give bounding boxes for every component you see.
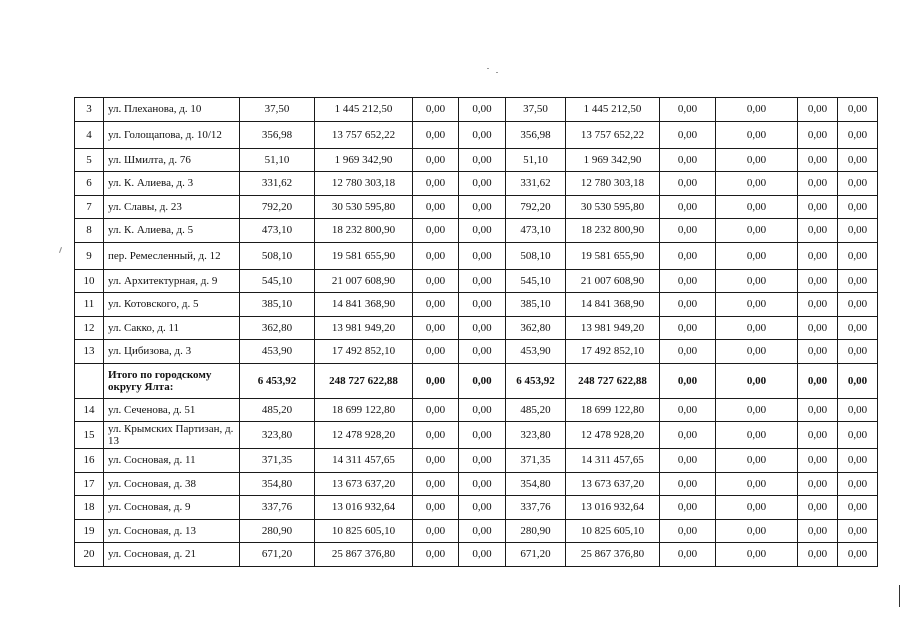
value-cell: 362,80 xyxy=(506,316,566,340)
value-cell: 337,76 xyxy=(506,496,566,520)
address-cell: ул. Сакко, д. 11 xyxy=(104,316,240,340)
value-cell: 0,00 xyxy=(798,293,838,317)
value-cell: 0,00 xyxy=(716,219,798,243)
value-cell: 0,00 xyxy=(413,269,459,293)
value-cell: 0,00 xyxy=(413,242,459,269)
value-cell: 356,98 xyxy=(240,121,315,148)
value-cell: 30 530 595,80 xyxy=(315,195,413,219)
value-cell: 0,00 xyxy=(838,98,878,122)
value-cell: 362,80 xyxy=(240,316,315,340)
value-cell: 0,00 xyxy=(798,472,838,496)
value-cell: 485,20 xyxy=(240,398,315,422)
address-cell: ул. Сосновая, д. 13 xyxy=(104,519,240,543)
value-cell: 0,00 xyxy=(838,519,878,543)
value-cell: 13 673 637,20 xyxy=(566,472,660,496)
value-cell: 18 699 122,80 xyxy=(315,398,413,422)
value-cell: 19 581 655,90 xyxy=(566,242,660,269)
value-cell: 0,00 xyxy=(716,496,798,520)
value-cell: 0,00 xyxy=(413,98,459,122)
address-cell: ул. Голощапова, д. 10/12 xyxy=(104,121,240,148)
value-cell: 0,00 xyxy=(413,340,459,364)
value-cell: 0,00 xyxy=(413,449,459,473)
value-cell: 0,00 xyxy=(798,316,838,340)
value-cell: 13 981 949,20 xyxy=(566,316,660,340)
value-cell: 280,90 xyxy=(506,519,566,543)
value-cell: 0,00 xyxy=(838,148,878,172)
value-cell: 0,00 xyxy=(660,449,716,473)
address-cell: ул. Сосновая, д. 11 xyxy=(104,449,240,473)
value-cell: 0,00 xyxy=(660,121,716,148)
value-cell: 0,00 xyxy=(798,121,838,148)
value-cell: 18 699 122,80 xyxy=(566,398,660,422)
value-cell: 508,10 xyxy=(240,242,315,269)
value-cell: 0,00 xyxy=(660,422,716,449)
address-cell: ул. Крымских Партизан, д. 13 xyxy=(104,422,240,449)
value-cell: 545,10 xyxy=(240,269,315,293)
value-cell: 0,00 xyxy=(660,519,716,543)
value-cell: 0,00 xyxy=(838,121,878,148)
address-cell: ул. Архитектурная, д. 9 xyxy=(104,269,240,293)
value-cell: 0,00 xyxy=(459,543,506,567)
value-cell: 0,00 xyxy=(798,422,838,449)
value-cell: 37,50 xyxy=(240,98,315,122)
value-cell: 0,00 xyxy=(660,363,716,398)
value-cell: 0,00 xyxy=(413,172,459,196)
row-number: 5 xyxy=(75,148,104,172)
value-cell: 0,00 xyxy=(459,269,506,293)
value-cell: 12 478 928,20 xyxy=(315,422,413,449)
value-cell: 0,00 xyxy=(660,219,716,243)
value-cell: 13 757 652,22 xyxy=(315,121,413,148)
row-number: 16 xyxy=(75,449,104,473)
value-cell: 0,00 xyxy=(716,316,798,340)
value-cell: 0,00 xyxy=(660,340,716,364)
value-cell: 0,00 xyxy=(798,195,838,219)
value-cell: 0,00 xyxy=(716,543,798,567)
value-cell: 1 445 212,50 xyxy=(566,98,660,122)
value-cell: 473,10 xyxy=(240,219,315,243)
value-cell: 0,00 xyxy=(459,98,506,122)
row-number: 15 xyxy=(75,422,104,449)
value-cell: 0,00 xyxy=(459,496,506,520)
value-cell: 0,00 xyxy=(459,172,506,196)
value-cell: 0,00 xyxy=(660,398,716,422)
value-cell: 0,00 xyxy=(413,121,459,148)
value-cell: 545,10 xyxy=(506,269,566,293)
value-cell: 453,90 xyxy=(240,340,315,364)
value-cell: 0,00 xyxy=(838,219,878,243)
value-cell: 0,00 xyxy=(716,472,798,496)
value-cell: 37,50 xyxy=(506,98,566,122)
table-row xyxy=(75,422,878,449)
value-cell: 485,20 xyxy=(506,398,566,422)
value-cell: 508,10 xyxy=(506,242,566,269)
table-row xyxy=(75,449,878,473)
row-number: 18 xyxy=(75,496,104,520)
address-cell: ул. Сосновая, д. 38 xyxy=(104,472,240,496)
value-cell: 0,00 xyxy=(838,496,878,520)
row-number: 12 xyxy=(75,316,104,340)
value-cell: 0,00 xyxy=(838,398,878,422)
value-cell: 0,00 xyxy=(716,449,798,473)
value-cell: 0,00 xyxy=(838,269,878,293)
value-cell: 10 825 605,10 xyxy=(315,519,413,543)
value-cell: 0,00 xyxy=(838,472,878,496)
row-number xyxy=(75,363,104,398)
value-cell: 0,00 xyxy=(660,195,716,219)
value-cell: 0,00 xyxy=(838,195,878,219)
table-row xyxy=(75,172,878,196)
value-cell: 0,00 xyxy=(798,496,838,520)
value-cell: 354,80 xyxy=(240,472,315,496)
value-cell: 0,00 xyxy=(716,121,798,148)
row-number: 6 xyxy=(75,172,104,196)
table-body xyxy=(75,98,878,567)
value-cell: 0,00 xyxy=(798,172,838,196)
value-cell: 0,00 xyxy=(798,269,838,293)
value-cell: 21 007 608,90 xyxy=(566,269,660,293)
value-cell: 0,00 xyxy=(459,398,506,422)
value-cell: 1 969 342,90 xyxy=(566,148,660,172)
address-cell: пер. Ремесленный, д. 12 xyxy=(104,242,240,269)
value-cell: 356,98 xyxy=(506,121,566,148)
table-row xyxy=(75,148,878,172)
address-cell: ул. Котовского, д. 5 xyxy=(104,293,240,317)
address-cell: ул. Славы, д. 23 xyxy=(104,195,240,219)
value-cell: 0,00 xyxy=(716,242,798,269)
scan-mark xyxy=(59,247,62,253)
value-cell: 0,00 xyxy=(660,293,716,317)
value-cell: 17 492 852,10 xyxy=(566,340,660,364)
value-cell: 473,10 xyxy=(506,219,566,243)
value-cell: 331,62 xyxy=(506,172,566,196)
row-number: 4 xyxy=(75,121,104,148)
value-cell: 0,00 xyxy=(459,340,506,364)
value-cell: 0,00 xyxy=(838,422,878,449)
value-cell: 25 867 376,80 xyxy=(315,543,413,567)
value-cell: 13 016 932,64 xyxy=(315,496,413,520)
value-cell: 0,00 xyxy=(798,148,838,172)
address-cell: ул. К. Алиева, д. 5 xyxy=(104,219,240,243)
value-cell: 0,00 xyxy=(798,543,838,567)
value-cell: 0,00 xyxy=(413,422,459,449)
value-cell: 0,00 xyxy=(716,293,798,317)
value-cell: 30 530 595,80 xyxy=(566,195,660,219)
value-cell: 0,00 xyxy=(716,340,798,364)
value-cell: 19 581 655,90 xyxy=(315,242,413,269)
value-cell: 0,00 xyxy=(838,449,878,473)
value-cell: 331,62 xyxy=(240,172,315,196)
row-number: 14 xyxy=(75,398,104,422)
value-cell: 0,00 xyxy=(660,496,716,520)
value-cell: 0,00 xyxy=(459,195,506,219)
value-cell: 6 453,92 xyxy=(506,363,566,398)
total-row xyxy=(75,363,878,398)
total-label: Итого по городскому округу Ялта: xyxy=(104,363,240,398)
value-cell: 0,00 xyxy=(459,422,506,449)
table-row xyxy=(75,340,878,364)
address-cell: ул. Сосновая, д. 21 xyxy=(104,543,240,567)
value-cell: 280,90 xyxy=(240,519,315,543)
value-cell: 0,00 xyxy=(798,219,838,243)
value-cell: 0,00 xyxy=(716,398,798,422)
value-cell: 0,00 xyxy=(459,449,506,473)
value-cell: 0,00 xyxy=(459,219,506,243)
value-cell: 0,00 xyxy=(459,472,506,496)
value-cell: 0,00 xyxy=(716,172,798,196)
row-number: 13 xyxy=(75,340,104,364)
value-cell: 14 311 457,65 xyxy=(315,449,413,473)
value-cell: 14 311 457,65 xyxy=(566,449,660,473)
value-cell: 1 445 212,50 xyxy=(315,98,413,122)
value-cell: 323,80 xyxy=(506,422,566,449)
address-cell: ул. Сеченова, д. 51 xyxy=(104,398,240,422)
value-cell: 0,00 xyxy=(798,242,838,269)
value-cell: 0,00 xyxy=(459,242,506,269)
value-cell: 0,00 xyxy=(838,363,878,398)
address-cell: ул. К. Алиева, д. 3 xyxy=(104,172,240,196)
value-cell: 0,00 xyxy=(838,316,878,340)
value-cell: 0,00 xyxy=(413,219,459,243)
value-cell: 671,20 xyxy=(506,543,566,567)
value-cell: 0,00 xyxy=(798,363,838,398)
value-cell: 21 007 608,90 xyxy=(315,269,413,293)
value-cell: 0,00 xyxy=(716,363,798,398)
value-cell: 0,00 xyxy=(660,269,716,293)
value-cell: 0,00 xyxy=(838,543,878,567)
address-cell: ул. Цибизова, д. 3 xyxy=(104,340,240,364)
row-number: 8 xyxy=(75,219,104,243)
value-cell: 0,00 xyxy=(838,293,878,317)
table-row xyxy=(75,293,878,317)
scan-speck xyxy=(496,72,498,73)
value-cell: 0,00 xyxy=(413,293,459,317)
value-cell: 14 841 368,90 xyxy=(315,293,413,317)
address-cell: ул. Сосновая, д. 9 xyxy=(104,496,240,520)
value-cell: 385,10 xyxy=(240,293,315,317)
row-number: 3 xyxy=(75,98,104,122)
value-cell: 0,00 xyxy=(798,98,838,122)
value-cell: 337,76 xyxy=(240,496,315,520)
row-number: 7 xyxy=(75,195,104,219)
value-cell: 0,00 xyxy=(413,398,459,422)
value-cell: 0,00 xyxy=(459,148,506,172)
value-cell: 0,00 xyxy=(413,148,459,172)
value-cell: 385,10 xyxy=(506,293,566,317)
value-cell: 0,00 xyxy=(716,148,798,172)
value-cell: 0,00 xyxy=(716,422,798,449)
value-cell: 1 969 342,90 xyxy=(315,148,413,172)
row-number: 17 xyxy=(75,472,104,496)
value-cell: 0,00 xyxy=(459,293,506,317)
value-cell: 371,35 xyxy=(240,449,315,473)
value-cell: 25 867 376,80 xyxy=(566,543,660,567)
value-cell: 0,00 xyxy=(413,195,459,219)
row-number: 9 xyxy=(75,242,104,269)
value-cell: 0,00 xyxy=(660,242,716,269)
table-row xyxy=(75,121,878,148)
row-number: 10 xyxy=(75,269,104,293)
value-cell: 14 841 368,90 xyxy=(566,293,660,317)
row-number: 11 xyxy=(75,293,104,317)
value-cell: 0,00 xyxy=(716,519,798,543)
value-cell: 0,00 xyxy=(660,316,716,340)
scan-speck xyxy=(487,68,489,69)
value-cell: 0,00 xyxy=(838,172,878,196)
value-cell: 453,90 xyxy=(506,340,566,364)
value-cell: 12 780 303,18 xyxy=(566,172,660,196)
table-row xyxy=(75,269,878,293)
value-cell: 51,10 xyxy=(240,148,315,172)
table-row xyxy=(75,543,878,567)
address-cell: ул. Шмилта, д. 76 xyxy=(104,148,240,172)
value-cell: 0,00 xyxy=(716,195,798,219)
value-cell: 0,00 xyxy=(459,121,506,148)
value-cell: 0,00 xyxy=(413,519,459,543)
value-cell: 0,00 xyxy=(413,363,459,398)
row-number: 20 xyxy=(75,543,104,567)
value-cell: 671,20 xyxy=(240,543,315,567)
table-row xyxy=(75,219,878,243)
value-cell: 13 981 949,20 xyxy=(315,316,413,340)
value-cell: 6 453,92 xyxy=(240,363,315,398)
scan-edge-mark xyxy=(899,585,900,607)
value-cell: 0,00 xyxy=(660,543,716,567)
value-cell: 12 780 303,18 xyxy=(315,172,413,196)
row-number: 19 xyxy=(75,519,104,543)
value-cell: 0,00 xyxy=(459,316,506,340)
value-cell: 248 727 622,88 xyxy=(315,363,413,398)
value-cell: 18 232 800,90 xyxy=(566,219,660,243)
value-cell: 0,00 xyxy=(798,398,838,422)
table-row xyxy=(75,519,878,543)
value-cell: 0,00 xyxy=(413,316,459,340)
value-cell: 792,20 xyxy=(506,195,566,219)
value-cell: 0,00 xyxy=(660,172,716,196)
value-cell: 17 492 852,10 xyxy=(315,340,413,364)
value-cell: 0,00 xyxy=(716,98,798,122)
value-cell: 10 825 605,10 xyxy=(566,519,660,543)
value-cell: 0,00 xyxy=(413,496,459,520)
value-cell: 323,80 xyxy=(240,422,315,449)
table-row xyxy=(75,195,878,219)
value-cell: 13 673 637,20 xyxy=(315,472,413,496)
value-cell: 0,00 xyxy=(660,472,716,496)
table-row xyxy=(75,316,878,340)
value-cell: 248 727 622,88 xyxy=(566,363,660,398)
value-cell: 0,00 xyxy=(798,519,838,543)
value-cell: 0,00 xyxy=(459,519,506,543)
value-cell: 0,00 xyxy=(413,543,459,567)
value-cell: 0,00 xyxy=(838,242,878,269)
value-cell: 13 016 932,64 xyxy=(566,496,660,520)
value-cell: 0,00 xyxy=(660,148,716,172)
value-cell: 0,00 xyxy=(413,472,459,496)
value-cell: 354,80 xyxy=(506,472,566,496)
address-cell: ул. Плеханова, д. 10 xyxy=(104,98,240,122)
table-row xyxy=(75,242,878,269)
housing-registry-table xyxy=(74,97,878,567)
value-cell: 0,00 xyxy=(838,340,878,364)
value-cell: 371,35 xyxy=(506,449,566,473)
value-cell: 792,20 xyxy=(240,195,315,219)
value-cell: 0,00 xyxy=(660,98,716,122)
value-cell: 51,10 xyxy=(506,148,566,172)
value-cell: 13 757 652,22 xyxy=(566,121,660,148)
value-cell: 0,00 xyxy=(459,363,506,398)
table-row xyxy=(75,496,878,520)
value-cell: 0,00 xyxy=(798,449,838,473)
value-cell: 18 232 800,90 xyxy=(315,219,413,243)
table-row xyxy=(75,472,878,496)
table-row xyxy=(75,398,878,422)
table-row xyxy=(75,98,878,122)
value-cell: 0,00 xyxy=(716,269,798,293)
value-cell: 12 478 928,20 xyxy=(566,422,660,449)
value-cell: 0,00 xyxy=(798,340,838,364)
